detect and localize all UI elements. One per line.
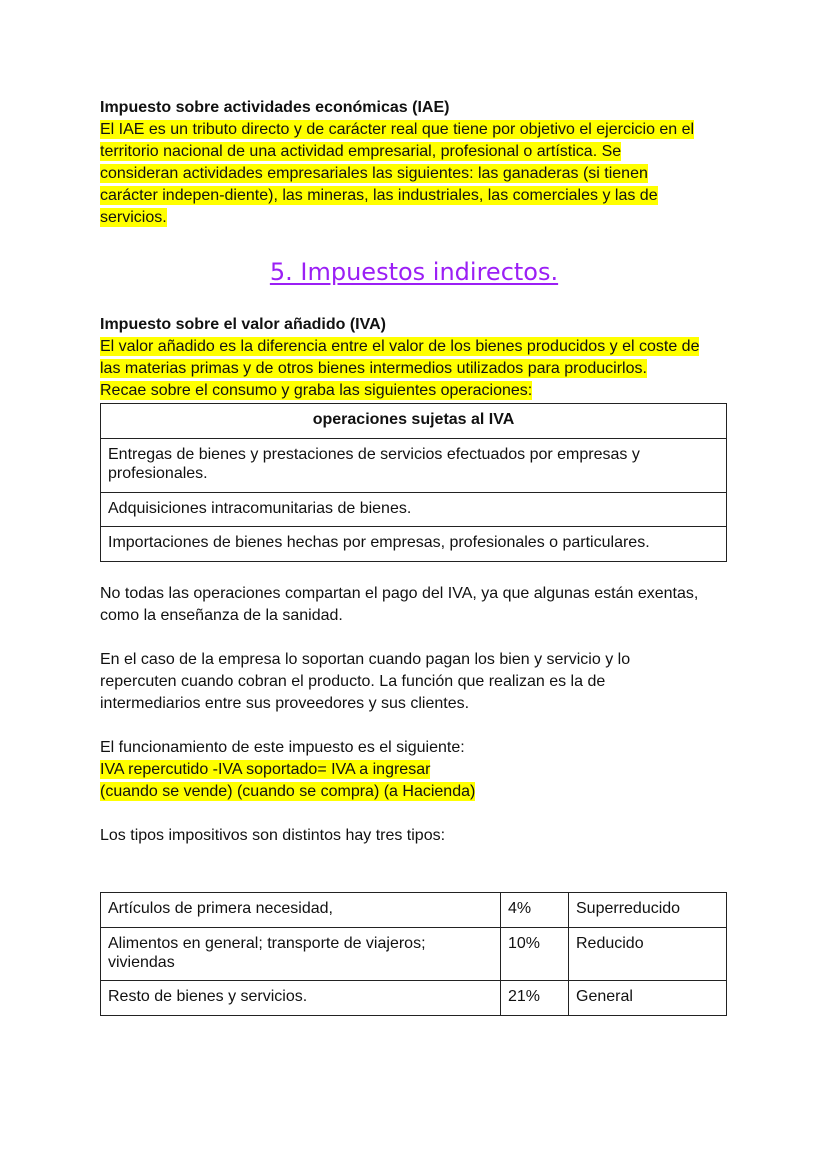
operations-table	[100, 403, 727, 562]
rate-type: Reducido	[569, 928, 727, 981]
rates-table	[100, 892, 727, 1016]
highlighted-text: las materias primas y de otros bienes intermedios utilizados para producirlos.	[100, 360, 647, 377]
formula: IVA repercutido -IVA soportado= IVA a ingresar	[100, 761, 431, 778]
rate-value: 10%	[501, 928, 569, 981]
table-row: Adquisiciones intracomunitarias de bienes.	[101, 493, 727, 527]
table-row: Importaciones de bienes hechas por empresas, profesionales o particulares.	[101, 527, 727, 562]
rate-desc: Alimentos en general; transporte de viajeros; viviendas	[101, 928, 501, 981]
formula-note: (cuando se vende) (cuando se compra) (a Hacienda)	[100, 783, 476, 800]
iva-title: Impuesto sobre el valor añadido (IVA)	[100, 316, 386, 333]
iae-title: Impuesto sobre actividades económicas (IAE)	[100, 99, 450, 116]
highlighted-text: El IAE es un tributo directo y de carácter real que tiene por objetivo el ejercicio en el	[100, 121, 695, 138]
paragraph-operation: El funcionamiento de este impuesto es el siguiente: IVA repercutido -IVA soportado= IVA a ingresar (cuando se vende) (cuando se compra) (a Hacienda)	[100, 739, 476, 800]
highlighted-text: servicios.	[100, 209, 167, 226]
highlighted-text: carácter indepen-diente), las mineras, las industriales, las comerciales y las de	[100, 187, 658, 204]
paragraph-company: En el caso de la empresa lo soportan cuando pagan los bien y servicio y lo repercuten cuando cobran el producto. La función que realizan es la de intermediarios entre sus proveedores y sus clientes.	[100, 651, 631, 712]
iae-section	[100, 97, 730, 229]
highlighted-text: consideran actividades empresariales las siguientes: las ganaderas (si tienen	[100, 165, 648, 182]
rate-type: General	[569, 981, 727, 1016]
table-header: operaciones sujetas al IVA	[101, 404, 727, 439]
rate-value: 21%	[501, 981, 569, 1016]
iva-section	[100, 314, 730, 402]
table-row: Entregas de bienes y prestaciones de servicios efectuados por empresas y profesionales.	[101, 439, 727, 493]
section-heading: 5. Impuestos indirectos.	[269, 258, 559, 286]
highlighted-text: territorio nacional de una actividad empresarial, profesional o artística. Se	[100, 143, 622, 160]
rate-desc: Resto de bienes y servicios.	[101, 981, 501, 1016]
highlighted-text: Recae sobre el consumo y graba las siguientes operaciones:	[100, 382, 533, 399]
rate-type: Superreducido	[569, 893, 727, 928]
highlighted-text: El valor añadido es la diferencia entre el valor de los bienes producidos y el coste de	[100, 338, 700, 355]
paragraph-rates: Los tipos impositivos son distintos hay tres tipos:	[100, 827, 446, 844]
rate-desc: Artículos de primera necesidad,	[101, 893, 501, 928]
rate-value: 4%	[501, 893, 569, 928]
paragraph-exemptions: No todas las operaciones compartan el pago del IVA, ya que algunas están exentas, como la enseñanza de la sanidad.	[100, 585, 699, 624]
